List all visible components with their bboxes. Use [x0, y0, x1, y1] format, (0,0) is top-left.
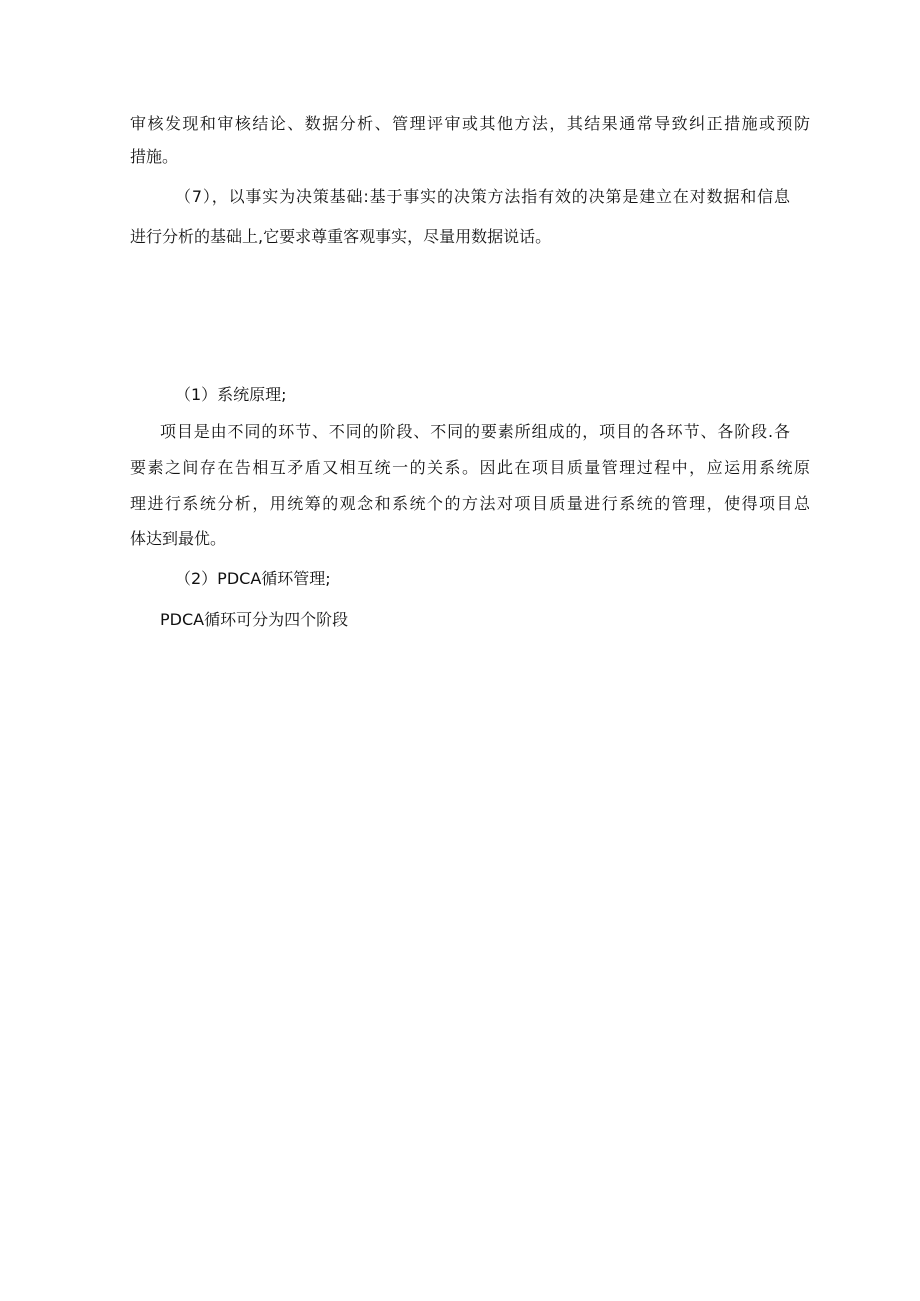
paragraph-a-line-2: 措施。: [130, 147, 179, 166]
paragraph-b-line-2: 进行分析的基础上,它要求尊重客观事实，尽量用数据说话。: [130, 227, 552, 246]
paragraph-c-line-1: 项目是由不同的环节、不同的阶段、不同的要素所组成的，项目的各环节、各阶段.各: [160, 422, 790, 441]
paragraph-c-line-4: 体达到最优。: [130, 529, 227, 548]
paragraph-c-line-2: 要素之间存在告相互矛盾又相互统一的关系。因此在项目质量管理过程中，应运用系统原: [130, 458, 810, 477]
paragraph-d: PDCA循环可分为四个阶段: [160, 610, 349, 629]
paragraph-b-line-1: （7），以事实为决策基础:基于事实的决策方法指有效的决第是建立在对数据和信息: [175, 187, 790, 206]
heading-system-principle: （1）系统原理;: [175, 385, 287, 404]
heading-pdca-cycle: （2）PDCA循环管理;: [175, 569, 331, 588]
paragraph-a-line-1: 审核发现和审核结论、数据分析、管理评审或其他方法，其结果通常导致纠正措施或预防: [130, 114, 810, 133]
paragraph-c-line-3: 理进行系统分析，用统筹的观念和系统个的方法对项目质量进行系统的管理，使得项目总: [130, 494, 810, 513]
